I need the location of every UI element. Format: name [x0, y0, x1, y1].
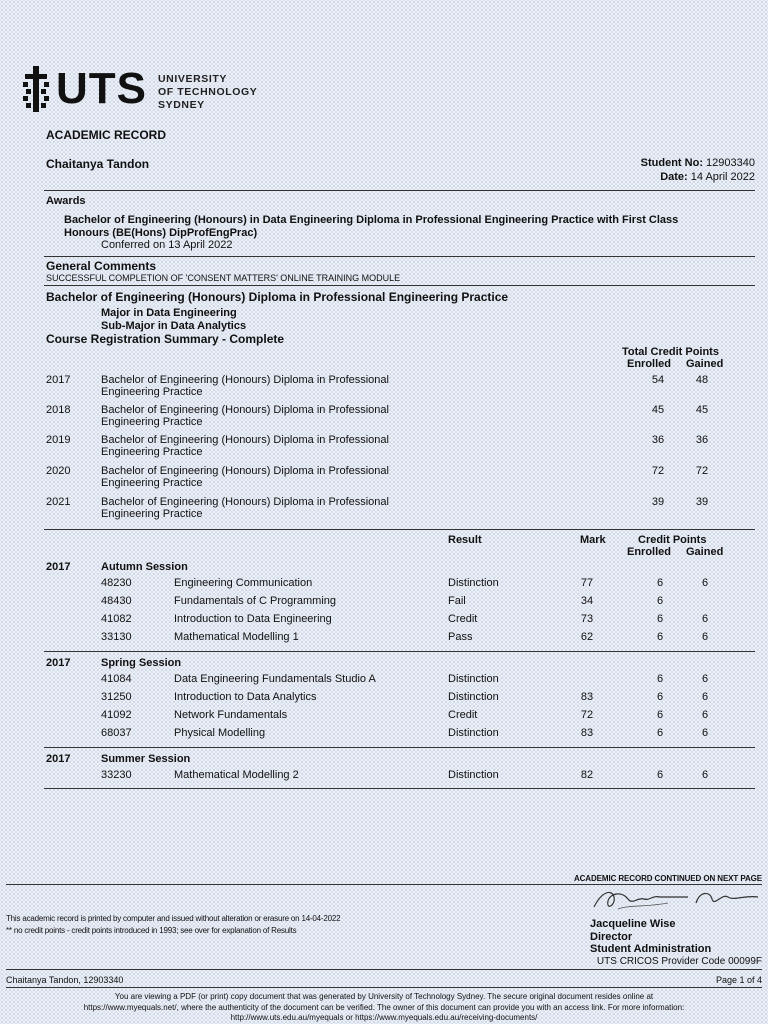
subject-code: 33230 [101, 769, 132, 781]
divider [44, 190, 755, 191]
continued-notice: ACADEMIC RECORD CONTINUED ON NEXT PAGE [573, 874, 762, 883]
registration-row [0, 496, 768, 524]
reg-description [101, 465, 431, 489]
cricos-code: UTS CRICOS Provider Code 00099F [596, 956, 762, 967]
subject-result: Distinction [448, 691, 499, 703]
reg-year: 2019 [46, 434, 71, 446]
subject-gained: 6 [701, 769, 709, 781]
reg-desc-line: Bachelor of Engineering (Honours) Diploma in Professional [101, 434, 389, 446]
reg-description [101, 404, 431, 428]
subject-row [0, 577, 768, 591]
subject-row [0, 769, 768, 783]
document-title: ACADEMIC RECORD [46, 128, 166, 142]
reg-enrolled: 45 [651, 404, 665, 416]
registration-row [0, 404, 768, 432]
university-name [158, 73, 257, 112]
subject-row [0, 727, 768, 741]
date-label: Date: [660, 171, 688, 183]
subject-row [0, 709, 768, 723]
subject-row [0, 631, 768, 645]
subject-title: Fundamentals of C Programming [174, 595, 337, 607]
reg-enrolled: 54 [651, 374, 665, 386]
session-year: 2017 [46, 753, 71, 765]
student-number [641, 157, 755, 169]
notice-line: http://www.uts.edu.au/myequals or https://www.myequals.edu.au/receiving-documents/ [230, 1013, 538, 1022]
reg-enrolled: 39 [651, 496, 665, 508]
subject-enrolled: 6 [656, 631, 664, 643]
reg-year: 2021 [46, 496, 71, 508]
subject-enrolled: 6 [656, 613, 664, 625]
gained-label: Gained [686, 358, 724, 370]
subject-code: 68037 [101, 727, 132, 739]
divider [6, 987, 762, 988]
notice-line: You are viewing a PDF (or print) copy document that was generated by University of Technology Sydney. The secure original document resides online at [114, 992, 654, 1001]
subject-gained: 6 [701, 613, 709, 625]
subject-mark: 83 [580, 727, 594, 739]
subject-code: 41092 [101, 709, 132, 721]
subject-row [0, 613, 768, 627]
gained-column-header: Gained [686, 546, 724, 558]
subject-result: Fail [448, 595, 466, 607]
divider [6, 969, 762, 970]
footer-student-id: Chaitanya Tandon, 12903340 [6, 975, 124, 985]
reg-gained: 36 [695, 434, 709, 446]
reg-desc-line: Engineering Practice [101, 508, 203, 520]
logo-text: UTS [56, 64, 147, 113]
subject-mark: 83 [580, 691, 594, 703]
subject-title: Introduction to Data Engineering [174, 613, 332, 625]
subject-code: 33130 [101, 631, 132, 643]
registration-summary-heading: Course Registration Summary - Complete [46, 332, 285, 346]
subject-mark: 62 [580, 631, 594, 643]
date-value: 14 April 2022 [690, 171, 755, 183]
subject-enrolled: 6 [656, 709, 664, 721]
divider [44, 529, 755, 530]
reg-gained: 45 [695, 404, 709, 416]
subject-title: Mathematical Modelling 2 [174, 769, 299, 781]
divider [44, 747, 755, 748]
subject-gained: 6 [701, 577, 709, 589]
subject-result: Credit [448, 613, 478, 625]
session-name: Autumn Session [101, 561, 188, 573]
divider [44, 285, 755, 286]
subject-gained: 6 [701, 673, 709, 685]
reg-year: 2018 [46, 404, 71, 416]
reg-desc-line: Engineering Practice [101, 416, 203, 428]
enrolled-column-header: Enrolled [627, 546, 672, 558]
subject-gained: 6 [701, 727, 709, 739]
student-name: Chaitanya Tandon [46, 157, 150, 171]
reg-desc-line: Engineering Practice [101, 386, 203, 398]
session-name: Summer Session [101, 753, 191, 765]
subject-mark: 34 [580, 595, 594, 607]
subject-code: 48430 [101, 595, 132, 607]
subject-row [0, 673, 768, 687]
subject-mark: 72 [580, 709, 594, 721]
subject-title: Introduction to Data Analytics [174, 691, 317, 703]
course-major: Major in Data Engineering [101, 307, 237, 319]
record-date [660, 171, 755, 183]
subject-enrolled: 6 [656, 595, 664, 607]
subject-enrolled: 6 [656, 577, 664, 589]
credit-points-column-header: Credit Points [638, 534, 707, 546]
signature-icon [588, 885, 763, 915]
subject-code: 41082 [101, 613, 132, 625]
course-submajor: Sub-Major in Data Analytics [101, 320, 247, 332]
university-line: UNIVERSITY [158, 73, 228, 85]
mark-column-header: Mark [580, 534, 606, 546]
subject-title: Data Engineering Fundamentals Studio A [174, 673, 376, 685]
award-conferred: Conferred on 13 April 2022 [101, 239, 233, 251]
subject-mark: 73 [580, 613, 594, 625]
subject-title: Network Fundamentals [174, 709, 288, 721]
registration-row [0, 465, 768, 493]
registration-row [0, 374, 768, 402]
subject-code: 31250 [101, 691, 132, 703]
subject-enrolled: 6 [656, 769, 664, 781]
signatory-department: Student Administration [590, 943, 712, 955]
course-title: Bachelor of Engineering (Honours) Diploma in Professional Engineering Practice [46, 290, 509, 304]
award-title-line1: Bachelor of Engineering (Honours) in Data Engineering Diploma in Professional Engineering Practice with First Class [64, 214, 679, 226]
university-line: OF TECHNOLOGY [158, 86, 258, 98]
reg-desc-line: Engineering Practice [101, 477, 203, 489]
subject-enrolled: 6 [656, 673, 664, 685]
general-comments-heading: General Comments [46, 259, 157, 273]
subject-gained: 6 [701, 631, 709, 643]
authenticity-notice [0, 992, 768, 1024]
session-year: 2017 [46, 561, 71, 573]
subject-title: Mathematical Modelling 1 [174, 631, 299, 643]
reg-description [101, 374, 431, 398]
reg-gained: 48 [695, 374, 709, 386]
signatory-title: Director [590, 931, 633, 943]
reg-enrolled: 36 [651, 434, 665, 446]
session-year: 2017 [46, 657, 71, 669]
enrolled-label: Enrolled [627, 358, 672, 370]
award-title-line2: Honours (BE(Hons) DipProfEngPrac) [64, 227, 258, 239]
session-name: Spring Session [101, 657, 182, 669]
reg-description [101, 434, 431, 458]
subject-result: Pass [448, 631, 473, 643]
subject-gained: 6 [701, 709, 709, 721]
signatory-name: Jacqueline Wise [590, 918, 676, 930]
reg-description [101, 496, 431, 520]
subject-gained: 6 [701, 691, 709, 703]
reg-gained: 72 [695, 465, 709, 477]
printed-note: This academic record is printed by computer and issued without alteration or erasure on 14-04-2022 [6, 914, 341, 923]
divider [44, 256, 755, 257]
awards-heading: Awards [46, 195, 86, 207]
student-no-value: 12903340 [706, 157, 755, 169]
notice-line: https://www.myequals.net/, where the authenticity of the document can be verified. The owner of this document can provide you with an access link. For more information: [83, 1002, 685, 1012]
reg-desc-line: Bachelor of Engineering (Honours) Diploma in Professional [101, 374, 389, 386]
general-comments-text: SUCCESSFUL COMPLETION OF 'CONSENT MATTERS' ONLINE TRAINING MODULE [46, 273, 401, 283]
divider [44, 651, 755, 652]
student-no-label: Student No: [640, 157, 703, 169]
uts-crest-icon [23, 66, 49, 112]
total-credit-points-label: Total Credit Points [622, 346, 719, 358]
subject-result: Credit [448, 709, 478, 721]
subject-title: Engineering Communication [174, 577, 313, 589]
subject-title: Physical Modelling [174, 727, 266, 739]
subject-mark: 77 [580, 577, 594, 589]
subject-row [0, 691, 768, 705]
reg-desc-line: Engineering Practice [101, 446, 203, 458]
subject-mark: 82 [580, 769, 594, 781]
university-line: SYDNEY [158, 99, 205, 111]
credit-note: ** no credit points - credit points introduced in 1993; see over for explanation of Results [6, 926, 297, 935]
reg-year: 2020 [46, 465, 71, 477]
reg-gained: 39 [695, 496, 709, 508]
reg-desc-line: Bachelor of Engineering (Honours) Diploma in Professional [101, 496, 389, 508]
subject-row [0, 595, 768, 609]
subject-result: Distinction [448, 673, 499, 685]
subject-code: 41084 [101, 673, 132, 685]
reg-desc-line: Bachelor of Engineering (Honours) Diploma in Professional [101, 465, 389, 477]
subject-result: Distinction [448, 727, 499, 739]
subject-enrolled: 6 [656, 691, 664, 703]
page-number: Page 1 of 4 [715, 975, 762, 985]
subject-code: 48230 [101, 577, 132, 589]
registration-row [0, 434, 768, 462]
subject-result: Distinction [448, 769, 499, 781]
subject-enrolled: 6 [656, 727, 664, 739]
result-column-header: Result [448, 534, 482, 546]
reg-desc-line: Bachelor of Engineering (Honours) Diploma in Professional [101, 404, 389, 416]
divider [44, 788, 755, 789]
reg-year: 2017 [46, 374, 71, 386]
reg-enrolled: 72 [651, 465, 665, 477]
subject-result: Distinction [448, 577, 499, 589]
